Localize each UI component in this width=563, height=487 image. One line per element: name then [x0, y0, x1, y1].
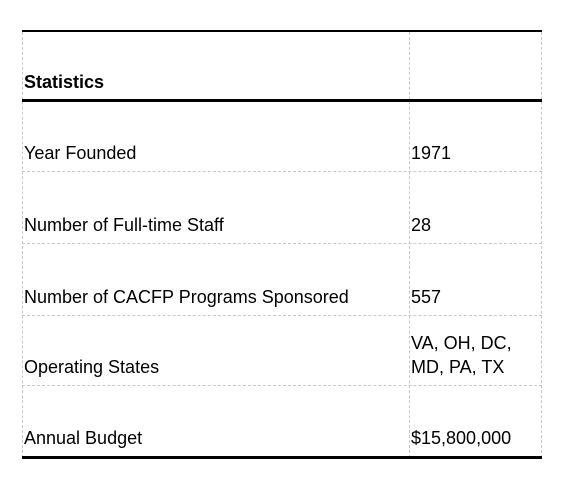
value-line: MD, PA, TX	[411, 357, 505, 377]
row-value-cell[interactable]: 28	[411, 215, 432, 235]
table-row[interactable]	[22, 102, 542, 172]
table-header-row[interactable]	[22, 32, 542, 100]
table-bottom-rule	[22, 456, 542, 459]
header-label-cell[interactable]: Statistics	[24, 72, 105, 92]
statistics-table	[22, 30, 542, 460]
row-value-cell[interactable]	[411, 331, 512, 379]
row-label-cell[interactable]: Year Founded	[24, 143, 137, 163]
row-label-cell[interactable]: Annual Budget	[24, 428, 143, 448]
row-label-cell[interactable]: Number of CACFP Programs Sponsored	[24, 287, 349, 307]
table-row[interactable]	[22, 386, 542, 456]
row-label-cell[interactable]: Number of Full-time Staff	[24, 215, 224, 235]
row-value-cell[interactable]: 1971	[411, 143, 452, 163]
row-label-cell[interactable]: Operating States	[24, 357, 160, 377]
table-row[interactable]	[22, 316, 542, 386]
row-value-cell[interactable]: 557	[411, 287, 442, 307]
table-row[interactable]	[22, 172, 542, 244]
row-value-cell[interactable]: $15,800,000	[411, 428, 512, 448]
table-row[interactable]	[22, 244, 542, 316]
value-line: VA, OH, DC,	[411, 333, 512, 353]
